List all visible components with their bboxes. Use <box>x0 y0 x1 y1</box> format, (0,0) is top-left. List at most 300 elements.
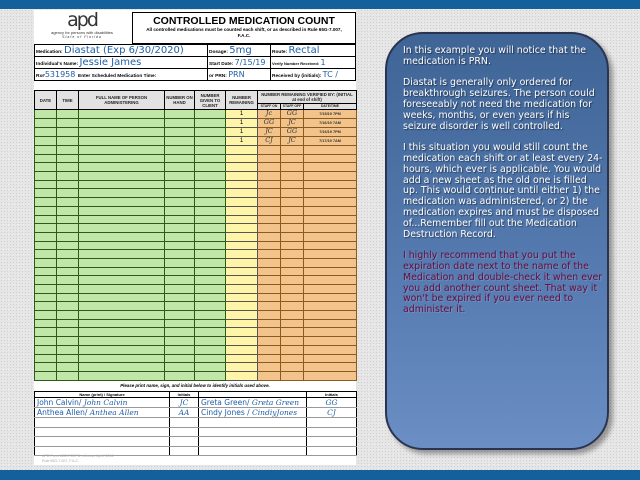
time-cell[interactable] <box>57 267 79 276</box>
sig-name-cell-2[interactable] <box>199 446 307 456</box>
datetime-cell[interactable] <box>304 258 357 267</box>
on-hand-cell[interactable] <box>165 354 195 363</box>
staff-off-cell[interactable] <box>281 337 304 346</box>
datetime-cell[interactable] <box>304 311 357 320</box>
remaining-cell[interactable] <box>226 250 258 259</box>
name-cell[interactable] <box>79 206 165 215</box>
sig-initials-cell[interactable] <box>170 446 199 456</box>
time-cell[interactable] <box>57 258 79 267</box>
name-cell[interactable] <box>79 337 165 346</box>
time-cell[interactable] <box>57 311 79 320</box>
given-cell[interactable] <box>195 285 226 294</box>
datetime-cell[interactable] <box>304 319 357 328</box>
staff-on-cell[interactable] <box>258 198 281 207</box>
sig-initials-cell-2[interactable] <box>307 398 357 408</box>
on-hand-cell[interactable] <box>165 267 195 276</box>
given-cell[interactable] <box>195 319 226 328</box>
staff-off-cell[interactable] <box>281 119 304 128</box>
datetime-cell[interactable] <box>304 328 357 337</box>
given-cell[interactable] <box>195 363 226 372</box>
remaining-cell[interactable] <box>226 128 258 137</box>
remaining-cell[interactable] <box>226 154 258 163</box>
time-cell[interactable] <box>57 224 79 233</box>
time-cell[interactable] <box>57 250 79 259</box>
sig-name-cell-2[interactable] <box>199 427 307 437</box>
given-cell[interactable] <box>195 206 226 215</box>
staff-off-cell[interactable] <box>281 258 304 267</box>
name-cell[interactable] <box>79 189 165 198</box>
time-cell[interactable] <box>57 232 79 241</box>
remaining-cell[interactable] <box>226 258 258 267</box>
staff-on-cell[interactable] <box>258 258 281 267</box>
sig-initials-cell[interactable] <box>170 398 199 408</box>
given-cell[interactable] <box>195 198 226 207</box>
sig-initials-cell[interactable] <box>170 408 199 418</box>
sig-initials-cell-2[interactable] <box>307 446 357 456</box>
on-hand-cell[interactable] <box>165 163 195 172</box>
name-cell[interactable] <box>79 232 165 241</box>
sig-name-cell-2[interactable] <box>199 408 307 418</box>
staff-on-cell[interactable] <box>258 189 281 198</box>
name-cell[interactable] <box>79 137 165 146</box>
date-cell[interactable] <box>35 180 57 189</box>
time-cell[interactable] <box>57 345 79 354</box>
datetime-cell[interactable] <box>304 250 357 259</box>
staff-on-cell[interactable] <box>258 154 281 163</box>
on-hand-cell[interactable] <box>165 189 195 198</box>
given-cell[interactable] <box>195 345 226 354</box>
name-cell[interactable] <box>79 293 165 302</box>
on-hand-cell[interactable] <box>165 154 195 163</box>
on-hand-cell[interactable] <box>165 258 195 267</box>
date-cell[interactable] <box>35 328 57 337</box>
staff-on-cell[interactable] <box>258 137 281 146</box>
sig-name-cell[interactable] <box>35 427 170 437</box>
given-cell[interactable] <box>195 163 226 172</box>
staff-on-cell[interactable] <box>258 328 281 337</box>
staff-off-cell[interactable] <box>281 363 304 372</box>
given-cell[interactable] <box>195 189 226 198</box>
on-hand-cell[interactable] <box>165 206 195 215</box>
staff-off-cell[interactable] <box>281 146 304 155</box>
staff-on-cell[interactable] <box>258 293 281 302</box>
on-hand-cell[interactable] <box>165 276 195 285</box>
date-cell[interactable] <box>35 232 57 241</box>
date-cell[interactable] <box>35 276 57 285</box>
time-cell[interactable] <box>57 293 79 302</box>
datetime-cell[interactable] <box>304 215 357 224</box>
given-cell[interactable] <box>195 354 226 363</box>
name-cell[interactable] <box>79 241 165 250</box>
given-cell[interactable] <box>195 128 226 137</box>
name-cell[interactable] <box>79 224 165 233</box>
name-cell[interactable] <box>79 119 165 128</box>
datetime-cell[interactable] <box>304 363 357 372</box>
on-hand-cell[interactable] <box>165 285 195 294</box>
name-cell[interactable] <box>79 328 165 337</box>
date-cell[interactable] <box>35 285 57 294</box>
time-cell[interactable] <box>57 319 79 328</box>
datetime-cell[interactable] <box>304 337 357 346</box>
staff-on-cell[interactable] <box>258 146 281 155</box>
staff-off-cell[interactable] <box>281 224 304 233</box>
name-cell[interactable] <box>79 180 165 189</box>
staff-off-cell[interactable] <box>281 128 304 137</box>
datetime-cell[interactable] <box>304 267 357 276</box>
given-cell[interactable] <box>195 224 226 233</box>
on-hand-cell[interactable] <box>165 119 195 128</box>
date-cell[interactable] <box>35 371 57 380</box>
staff-on-cell[interactable] <box>258 250 281 259</box>
remaining-cell[interactable] <box>226 354 258 363</box>
on-hand-cell[interactable] <box>165 319 195 328</box>
datetime-cell[interactable] <box>304 206 357 215</box>
date-cell[interactable] <box>35 224 57 233</box>
staff-on-cell[interactable] <box>258 285 281 294</box>
on-hand-cell[interactable] <box>165 293 195 302</box>
sig-initials-cell[interactable] <box>170 437 199 447</box>
staff-on-cell[interactable] <box>258 302 281 311</box>
datetime-cell[interactable] <box>304 293 357 302</box>
staff-off-cell[interactable] <box>281 354 304 363</box>
staff-off-cell[interactable] <box>281 285 304 294</box>
on-hand-cell[interactable] <box>165 371 195 380</box>
name-cell[interactable] <box>79 276 165 285</box>
given-cell[interactable] <box>195 328 226 337</box>
time-cell[interactable] <box>57 363 79 372</box>
name-cell[interactable] <box>79 146 165 155</box>
on-hand-cell[interactable] <box>165 241 195 250</box>
remaining-cell[interactable] <box>226 363 258 372</box>
given-cell[interactable] <box>195 154 226 163</box>
time-cell[interactable] <box>57 198 79 207</box>
datetime-cell[interactable] <box>304 241 357 250</box>
datetime-cell[interactable] <box>304 110 357 119</box>
datetime-cell[interactable] <box>304 224 357 233</box>
staff-on-cell[interactable] <box>258 224 281 233</box>
date-cell[interactable] <box>35 172 57 181</box>
date-cell[interactable] <box>35 241 57 250</box>
staff-on-cell[interactable] <box>258 241 281 250</box>
name-cell[interactable] <box>79 154 165 163</box>
on-hand-cell[interactable] <box>165 224 195 233</box>
remaining-cell[interactable] <box>226 119 258 128</box>
date-cell[interactable] <box>35 345 57 354</box>
time-cell[interactable] <box>57 371 79 380</box>
name-cell[interactable] <box>79 163 165 172</box>
name-cell[interactable] <box>79 319 165 328</box>
date-cell[interactable] <box>35 319 57 328</box>
staff-off-cell[interactable] <box>281 319 304 328</box>
datetime-cell[interactable] <box>304 345 357 354</box>
remaining-cell[interactable] <box>226 110 258 119</box>
sig-name-cell[interactable] <box>35 437 170 447</box>
sig-name-cell-2[interactable] <box>199 437 307 447</box>
remaining-cell[interactable] <box>226 146 258 155</box>
sig-name-cell[interactable] <box>35 408 170 418</box>
time-cell[interactable] <box>57 163 79 172</box>
date-cell[interactable] <box>35 146 57 155</box>
time-cell[interactable] <box>57 285 79 294</box>
on-hand-cell[interactable] <box>165 302 195 311</box>
staff-off-cell[interactable] <box>281 172 304 181</box>
given-cell[interactable] <box>195 250 226 259</box>
sig-initials-cell-2[interactable] <box>307 418 357 428</box>
on-hand-cell[interactable] <box>165 128 195 137</box>
on-hand-cell[interactable] <box>165 172 195 181</box>
name-cell[interactable] <box>79 128 165 137</box>
datetime-cell[interactable] <box>304 119 357 128</box>
given-cell[interactable] <box>195 337 226 346</box>
sig-initials-cell-2[interactable] <box>307 437 357 447</box>
time-cell[interactable] <box>57 119 79 128</box>
staff-off-cell[interactable] <box>281 154 304 163</box>
staff-off-cell[interactable] <box>281 215 304 224</box>
staff-on-cell[interactable] <box>258 172 281 181</box>
name-cell[interactable] <box>79 198 165 207</box>
remaining-cell[interactable] <box>226 241 258 250</box>
time-cell[interactable] <box>57 154 79 163</box>
datetime-cell[interactable] <box>304 128 357 137</box>
remaining-cell[interactable] <box>226 285 258 294</box>
datetime-cell[interactable] <box>304 172 357 181</box>
datetime-cell[interactable] <box>304 137 357 146</box>
staff-on-cell[interactable] <box>258 180 281 189</box>
name-cell[interactable] <box>79 267 165 276</box>
datetime-cell[interactable] <box>304 154 357 163</box>
date-cell[interactable] <box>35 163 57 172</box>
remaining-cell[interactable] <box>226 302 258 311</box>
on-hand-cell[interactable] <box>165 137 195 146</box>
given-cell[interactable] <box>195 241 226 250</box>
time-cell[interactable] <box>57 337 79 346</box>
datetime-cell[interactable] <box>304 146 357 155</box>
on-hand-cell[interactable] <box>165 337 195 346</box>
staff-on-cell[interactable] <box>258 215 281 224</box>
sig-initials-cell[interactable] <box>170 418 199 428</box>
staff-off-cell[interactable] <box>281 302 304 311</box>
date-cell[interactable] <box>35 119 57 128</box>
staff-off-cell[interactable] <box>281 371 304 380</box>
date-cell[interactable] <box>35 137 57 146</box>
date-cell[interactable] <box>35 311 57 320</box>
datetime-cell[interactable] <box>304 232 357 241</box>
datetime-cell[interactable] <box>304 180 357 189</box>
staff-off-cell[interactable] <box>281 328 304 337</box>
staff-on-cell[interactable] <box>258 345 281 354</box>
staff-off-cell[interactable] <box>281 241 304 250</box>
staff-off-cell[interactable] <box>281 276 304 285</box>
remaining-cell[interactable] <box>226 276 258 285</box>
remaining-cell[interactable] <box>226 267 258 276</box>
staff-off-cell[interactable] <box>281 232 304 241</box>
staff-on-cell[interactable] <box>258 163 281 172</box>
given-cell[interactable] <box>195 371 226 380</box>
staff-off-cell[interactable] <box>281 206 304 215</box>
time-cell[interactable] <box>57 215 79 224</box>
on-hand-cell[interactable] <box>165 345 195 354</box>
staff-off-cell[interactable] <box>281 163 304 172</box>
staff-off-cell[interactable] <box>281 198 304 207</box>
datetime-cell[interactable] <box>304 163 357 172</box>
datetime-cell[interactable] <box>304 354 357 363</box>
date-cell[interactable] <box>35 293 57 302</box>
sig-name-cell-2[interactable] <box>199 418 307 428</box>
date-cell[interactable] <box>35 215 57 224</box>
time-cell[interactable] <box>57 172 79 181</box>
staff-off-cell[interactable] <box>281 345 304 354</box>
name-cell[interactable] <box>79 302 165 311</box>
remaining-cell[interactable] <box>226 345 258 354</box>
given-cell[interactable] <box>195 267 226 276</box>
given-cell[interactable] <box>195 258 226 267</box>
time-cell[interactable] <box>57 137 79 146</box>
given-cell[interactable] <box>195 137 226 146</box>
staff-off-cell[interactable] <box>281 267 304 276</box>
time-cell[interactable] <box>57 189 79 198</box>
name-cell[interactable] <box>79 371 165 380</box>
sig-name-cell[interactable] <box>35 398 170 408</box>
sig-name-cell[interactable] <box>35 418 170 428</box>
remaining-cell[interactable] <box>226 328 258 337</box>
given-cell[interactable] <box>195 215 226 224</box>
given-cell[interactable] <box>195 180 226 189</box>
staff-on-cell[interactable] <box>258 319 281 328</box>
given-cell[interactable] <box>195 146 226 155</box>
time-cell[interactable] <box>57 354 79 363</box>
time-cell[interactable] <box>57 206 79 215</box>
name-cell[interactable] <box>79 354 165 363</box>
remaining-cell[interactable] <box>226 172 258 181</box>
on-hand-cell[interactable] <box>165 180 195 189</box>
date-cell[interactable] <box>35 154 57 163</box>
remaining-cell[interactable] <box>226 232 258 241</box>
datetime-cell[interactable] <box>304 302 357 311</box>
date-cell[interactable] <box>35 250 57 259</box>
staff-on-cell[interactable] <box>258 119 281 128</box>
staff-off-cell[interactable] <box>281 250 304 259</box>
time-cell[interactable] <box>57 302 79 311</box>
staff-off-cell[interactable] <box>281 293 304 302</box>
staff-off-cell[interactable] <box>281 180 304 189</box>
staff-on-cell[interactable] <box>258 232 281 241</box>
date-cell[interactable] <box>35 354 57 363</box>
remaining-cell[interactable] <box>226 215 258 224</box>
remaining-cell[interactable] <box>226 206 258 215</box>
on-hand-cell[interactable] <box>165 232 195 241</box>
time-cell[interactable] <box>57 110 79 119</box>
name-cell[interactable] <box>79 258 165 267</box>
name-cell[interactable] <box>79 311 165 320</box>
time-cell[interactable] <box>57 328 79 337</box>
time-cell[interactable] <box>57 276 79 285</box>
date-cell[interactable] <box>35 363 57 372</box>
sig-initials-cell-2[interactable] <box>307 408 357 418</box>
remaining-cell[interactable] <box>226 224 258 233</box>
name-cell[interactable] <box>79 215 165 224</box>
datetime-cell[interactable] <box>304 198 357 207</box>
date-cell[interactable] <box>35 110 57 119</box>
remaining-cell[interactable] <box>226 293 258 302</box>
name-cell[interactable] <box>79 250 165 259</box>
staff-on-cell[interactable] <box>258 110 281 119</box>
remaining-cell[interactable] <box>226 180 258 189</box>
on-hand-cell[interactable] <box>165 146 195 155</box>
name-cell[interactable] <box>79 345 165 354</box>
sig-initials-cell-2[interactable] <box>307 427 357 437</box>
date-cell[interactable] <box>35 337 57 346</box>
staff-on-cell[interactable] <box>258 128 281 137</box>
on-hand-cell[interactable] <box>165 250 195 259</box>
staff-on-cell[interactable] <box>258 311 281 320</box>
sig-name-cell-2[interactable] <box>199 398 307 408</box>
sig-initials-cell[interactable] <box>170 427 199 437</box>
date-cell[interactable] <box>35 189 57 198</box>
remaining-cell[interactable] <box>226 311 258 320</box>
given-cell[interactable] <box>195 119 226 128</box>
staff-off-cell[interactable] <box>281 311 304 320</box>
staff-on-cell[interactable] <box>258 267 281 276</box>
staff-on-cell[interactable] <box>258 363 281 372</box>
staff-on-cell[interactable] <box>258 337 281 346</box>
given-cell[interactable] <box>195 110 226 119</box>
date-cell[interactable] <box>35 302 57 311</box>
date-cell[interactable] <box>35 206 57 215</box>
time-cell[interactable] <box>57 241 79 250</box>
name-cell[interactable] <box>79 285 165 294</box>
name-cell[interactable] <box>79 172 165 181</box>
on-hand-cell[interactable] <box>165 311 195 320</box>
staff-off-cell[interactable] <box>281 189 304 198</box>
staff-off-cell[interactable] <box>281 137 304 146</box>
given-cell[interactable] <box>195 172 226 181</box>
remaining-cell[interactable] <box>226 319 258 328</box>
on-hand-cell[interactable] <box>165 328 195 337</box>
staff-on-cell[interactable] <box>258 371 281 380</box>
name-cell[interactable] <box>79 363 165 372</box>
on-hand-cell[interactable] <box>165 363 195 372</box>
given-cell[interactable] <box>195 302 226 311</box>
remaining-cell[interactable] <box>226 371 258 380</box>
staff-on-cell[interactable] <box>258 276 281 285</box>
date-cell[interactable] <box>35 267 57 276</box>
given-cell[interactable] <box>195 232 226 241</box>
date-cell[interactable] <box>35 128 57 137</box>
given-cell[interactable] <box>195 311 226 320</box>
remaining-cell[interactable] <box>226 189 258 198</box>
on-hand-cell[interactable] <box>165 215 195 224</box>
date-cell[interactable] <box>35 258 57 267</box>
time-cell[interactable] <box>57 128 79 137</box>
given-cell[interactable] <box>195 293 226 302</box>
datetime-cell[interactable] <box>304 189 357 198</box>
time-cell[interactable] <box>57 180 79 189</box>
remaining-cell[interactable] <box>226 137 258 146</box>
staff-on-cell[interactable] <box>258 354 281 363</box>
name-cell[interactable] <box>79 110 165 119</box>
staff-off-cell[interactable] <box>281 110 304 119</box>
on-hand-cell[interactable] <box>165 198 195 207</box>
datetime-cell[interactable] <box>304 285 357 294</box>
date-cell[interactable] <box>35 198 57 207</box>
remaining-cell[interactable] <box>226 198 258 207</box>
time-cell[interactable] <box>57 146 79 155</box>
datetime-cell[interactable] <box>304 371 357 380</box>
given-cell[interactable] <box>195 276 226 285</box>
datetime-cell[interactable] <box>304 276 357 285</box>
remaining-cell[interactable] <box>226 163 258 172</box>
staff-on-cell[interactable] <box>258 206 281 215</box>
